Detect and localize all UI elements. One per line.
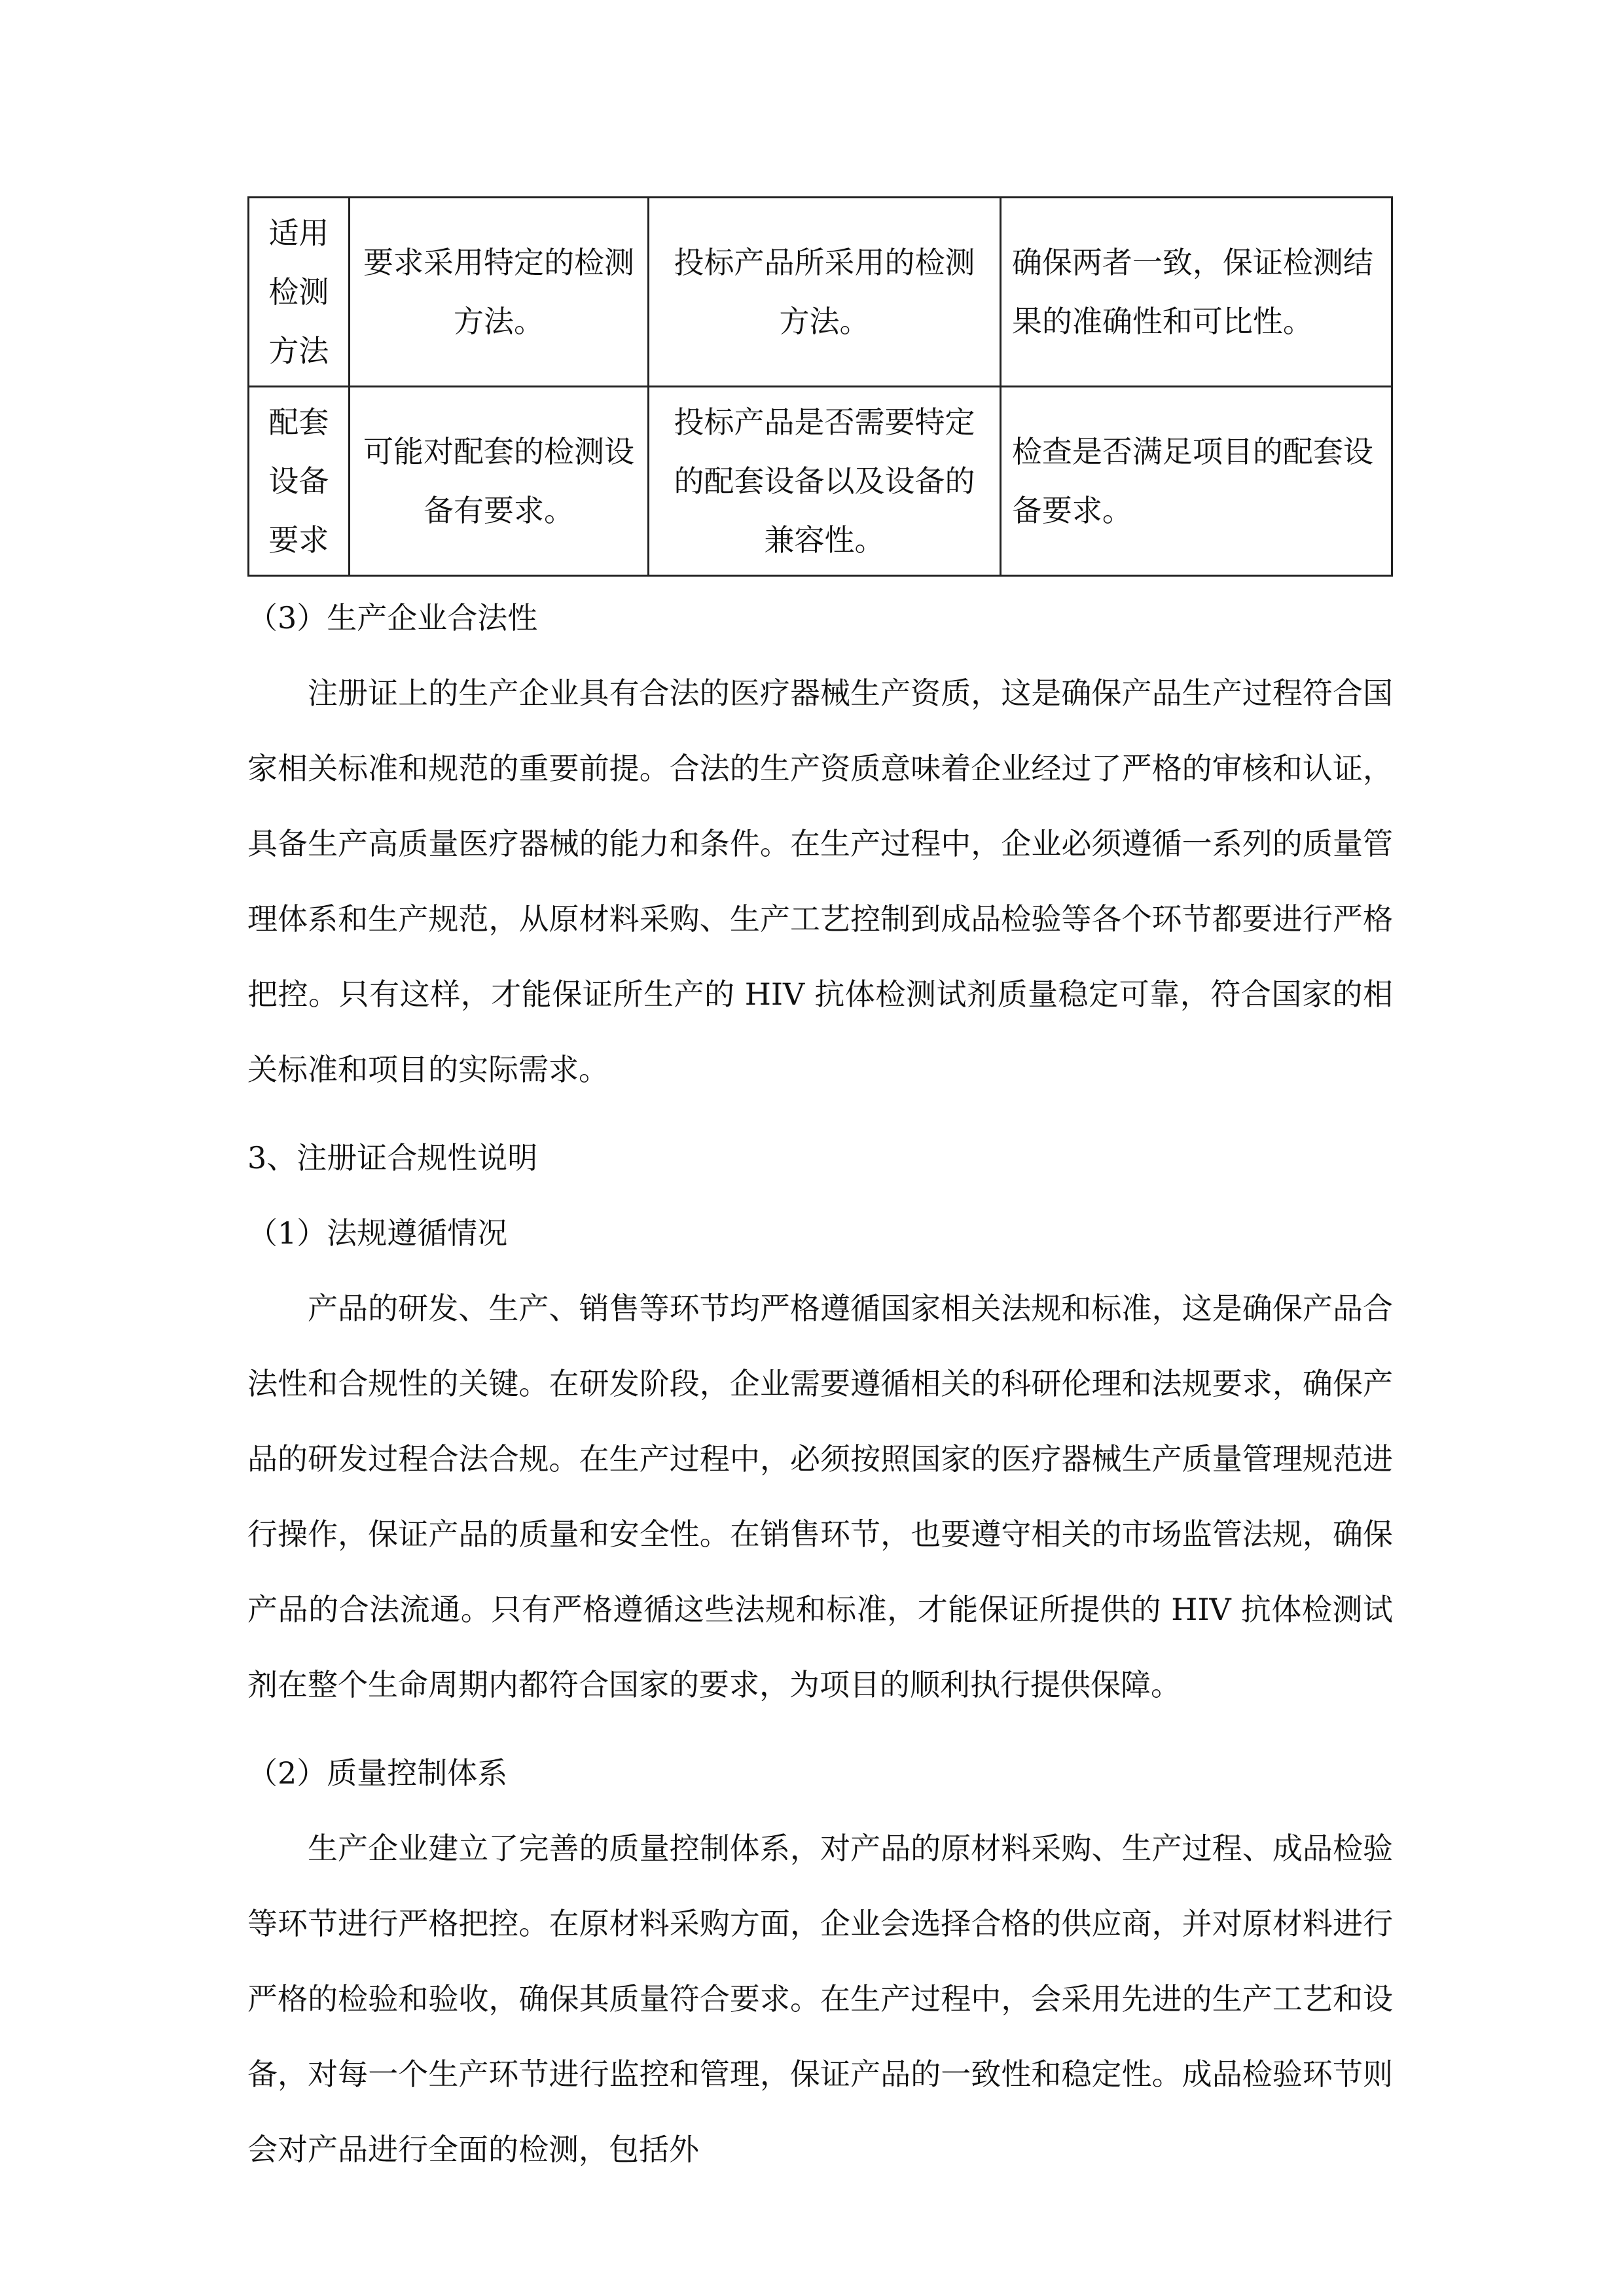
table-cell-response: 投标产品所采用的检测方法。 (649, 198, 1001, 387)
section-heading: （2）质量控制体系 (247, 1755, 508, 1791)
table-cell-requirement: 可能对配套的检测设备有要求。 (349, 387, 648, 576)
page-content (247, 196, 1393, 2187)
requirements-table (247, 196, 1393, 577)
section-heading: 3、注册证合规性说明 (247, 1140, 538, 1175)
table-cell-item: 配套设备要求 (249, 387, 350, 576)
section-paragraph: 产品的研发、生产、销售等环节均严格遵循国家相关法规和标准，这是确保产品合法性和合规性的关键。在研发阶段，企业需要遵循相关的科研伦理和法规要求，确保产品的研发过程合法合规。在生产过程中，必须按照国家的医疗器械生产质量管理规范进行操作，保证产品的质量和安全性。在销售环节，也要遵守相关的市场监管法规，确保产品的合法流通。只有严格遵循这些法规和标准，才能保证所提供的 HIV 抗体检测试剂在整个生命周期内都符合国家的要求，为项目的顺利执行提供保障。 (247, 1291, 1393, 1702)
section-paragraph: 生产企业建立了完善的质量控制体系，对产品的原材料采购、生产过程、成品检验等环节进行严格把控。在原材料采购方面，企业会选择合格的供应商，并对原材料进行严格的检验和验收，确保其质量符合要求。在生产过程中，会采用先进的生产工艺和设备，对每一个生产环节进行监控和管理，保证产品的一致性和稳定性。成品检验环节则会对产品进行全面的检测，包括外 (247, 1831, 1393, 2167)
table-row (249, 198, 1392, 387)
table-cell-requirement: 要求采用特定的检测方法。 (349, 198, 648, 387)
section-paragraph: 注册证上的生产企业具有合法的医疗器械生产资质，这是确保产品生产过程符合国家相关标准和规范的重要前提。合法的生产资质意味着企业经过了严格的审核和认证，具备生产高质量医疗器械的能力和条件。在生产过程中，企业必须遵循一系列的质量管理体系和生产规范，从原材料采购、生产工艺控制到成品检验等各个环节都要进行严格把控。只有这样，才能保证所生产的 HIV 抗体检测试剂质量稳定可靠，符合国家的相关标准和项目的实际需求。 (247, 675, 1393, 1087)
table-cell-item: 适用检测方法 (249, 198, 350, 387)
section-heading: （3）生产企业合法性 (247, 600, 538, 636)
table-cell-note: 确保两者一致，保证检测结果的准确性和可比性。 (1000, 198, 1392, 387)
section-heading: （1）法规遵循情况 (247, 1215, 508, 1251)
table-cell-note: 检查是否满足项目的配套设备要求。 (1000, 387, 1392, 576)
table-cell-response: 投标产品是否需要特定的配套设备以及设备的兼容性。 (649, 387, 1001, 576)
table-row (249, 387, 1392, 576)
